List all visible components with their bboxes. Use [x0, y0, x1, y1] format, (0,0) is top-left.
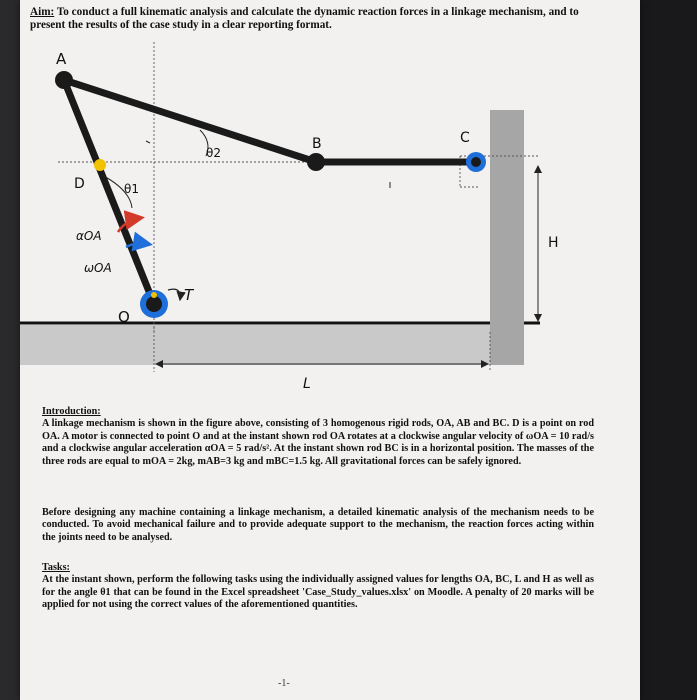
tasks-paragraph: At the instant shown, perform the following tasks using the individually assigned values for lengths OA, BC, L and H as well as for the angle θ1 that can be found in the Excel spreadsheet 'Case_Study_values.xlsx' on Moodle. A penalty of 20 marks will be applied for not using the correct values of the aforementioned quantities.	[42, 574, 594, 611]
introduction-section	[42, 406, 594, 468]
label-t: T	[184, 286, 194, 304]
label-h: H	[548, 235, 559, 251]
photo-background-right	[640, 0, 697, 700]
introduction-paragraph-1: A linkage mechanism is shown in the figure above, consisting of 3 homogenous rigid rods, OA, AB and BC. D is a point on rod OA. A motor is connected to point O and at the instant shown rod OA rotates at a clockwise angular velocity of ωOA = 10 rad/s and a clockwise angular acceleration αOA = 5 rad/s². At the instant shown rod BC is in a horizontal position. The masses of the three rods are equal to mOA = 2kg, mAB=3 kg and mBC=1.5 kg. All gravitational forces can be safely ignored.	[42, 418, 595, 467]
introduction-paragraph-2: Before designing any machine containing a linkage mechanism, a detailed kinematic analysis of the mechanism needs to be conducted. To avoid mechanical failure and to provide adequate support to the mechanism, the reaction forces acting within the joints need to be analysed.	[42, 507, 594, 543]
point-d	[94, 159, 106, 171]
page-number: -1-	[278, 678, 290, 689]
right-wall	[490, 110, 524, 365]
photo-background-left	[0, 0, 20, 700]
rod-ab	[64, 80, 316, 162]
tasks-section	[42, 562, 594, 612]
linkage-diagram	[20, 42, 640, 402]
ground-block	[20, 325, 495, 365]
tasks-heading: Tasks:	[42, 562, 70, 573]
joint-a	[55, 71, 73, 89]
torque-arrow	[168, 289, 180, 300]
label-a: A	[56, 50, 67, 68]
label-theta1: θ1	[124, 182, 139, 196]
aim-text: To conduct a full kinematic analysis and calculate the dynamic reaction forces in a linkage mechanism, and to present the results of the case study in a clear reporting format.	[30, 6, 579, 31]
label-alpha-oa: αOA	[76, 229, 102, 243]
label-c: C	[460, 130, 470, 146]
label-o: O	[118, 308, 130, 326]
label-b: B	[312, 136, 322, 152]
label-l: L	[303, 376, 311, 392]
document-page	[20, 0, 640, 700]
joint-b	[307, 153, 325, 171]
label-omega-oa: ωOA	[84, 261, 112, 275]
joint-c-inner	[471, 157, 481, 167]
introduction-heading: Introduction:	[42, 406, 101, 417]
aim-paragraph	[30, 6, 595, 32]
aim-label: Aim:	[30, 6, 55, 18]
label-theta2: θ2	[206, 146, 221, 160]
label-d: D	[74, 176, 85, 192]
joint-o-highlight	[151, 292, 157, 298]
joint-o-inner	[146, 296, 162, 312]
